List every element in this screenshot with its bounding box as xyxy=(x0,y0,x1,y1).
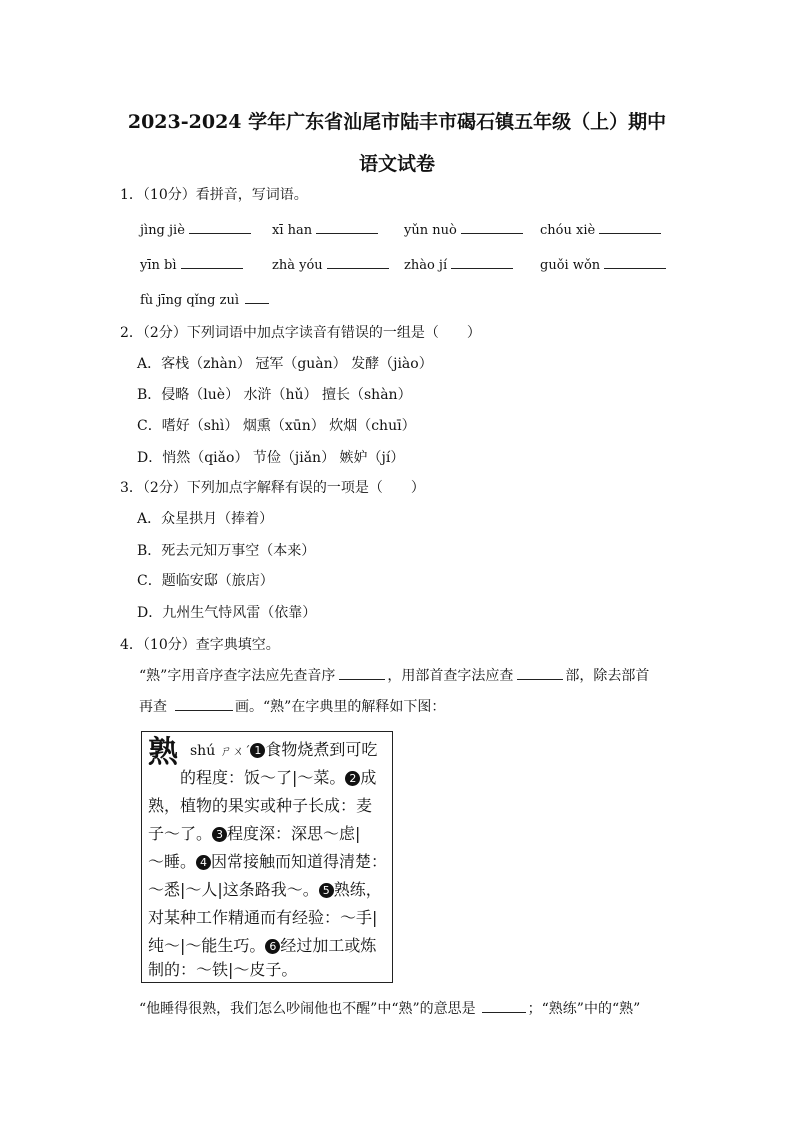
number-3-icon: 3 xyxy=(212,827,227,842)
answer-blank[interactable] xyxy=(316,221,378,234)
dictionary-line-7: 对某种工作精通而有经验：～手| xyxy=(148,908,378,927)
q3-option-d[interactable]: D．九州生气恃风雷（依靠） xyxy=(137,605,317,621)
pinyin: fù jīng qǐng zuì xyxy=(140,293,240,308)
answer-blank[interactable] xyxy=(181,256,243,269)
text: ～睡。 xyxy=(148,852,197,871)
pinyin: yǔn nuò xyxy=(404,223,457,238)
q3-option-b[interactable]: B．死去元知万事空（本来） xyxy=(137,543,316,559)
number-5-icon: 5 xyxy=(319,883,334,898)
pinyin: jìng jiè xyxy=(140,223,185,238)
pinyin: yīn bì xyxy=(140,258,177,273)
text: ～悉|～人|这条路我～。 xyxy=(148,880,319,899)
q2-option-c[interactable]: C．嗜好（shì） 烟熏（xūn） 炊烟（chuī） xyxy=(137,418,416,434)
q4-para-3 xyxy=(139,1000,640,1018)
q1-stem: 1．（10分）看拼音，写词语。 xyxy=(120,187,308,203)
answer-blank[interactable] xyxy=(517,667,563,680)
text: 成 xyxy=(360,768,377,787)
number-1-icon: 1 xyxy=(250,743,265,758)
q1-item-2 xyxy=(272,221,378,240)
q4-para-2 xyxy=(139,698,445,716)
text: 熟练， xyxy=(333,880,382,899)
text: ；“熟练”中的“熟” xyxy=(527,1001,641,1017)
q1-item-8 xyxy=(540,256,666,275)
dictionary-entry-box xyxy=(141,731,393,983)
text: 纯～|～能生巧。 xyxy=(148,936,266,955)
q4-para-1 xyxy=(139,667,649,685)
text: 食物烧煮到可吃 xyxy=(265,740,378,759)
q1-item-7 xyxy=(404,256,513,275)
answer-blank[interactable] xyxy=(482,1000,526,1013)
pinyin: zhào jí xyxy=(404,258,448,273)
answer-blank[interactable] xyxy=(599,221,661,234)
pinyin: guǒi wǒn xyxy=(540,258,601,273)
pinyin: shú xyxy=(190,743,216,759)
q1-item-6 xyxy=(272,256,389,275)
number-6-icon: 6 xyxy=(265,939,280,954)
q1-item-3 xyxy=(404,221,523,240)
text: ，用部首查字法应查 xyxy=(387,668,514,684)
text: 因常接触而知道得清楚： xyxy=(211,852,388,871)
text: “他睡得很熟，我们怎么吵闹他也不醒”中“熟”的意思是 xyxy=(139,1001,476,1017)
q2-stem: 2．（2分）下列词语中加点字读音有错误的一组是（ ） xyxy=(120,325,481,341)
text: 子～了。 xyxy=(148,824,213,843)
answer-blank[interactable] xyxy=(339,667,385,680)
answer-blank[interactable] xyxy=(245,291,269,304)
dictionary-character: 熟 xyxy=(148,735,178,770)
answer-blank[interactable] xyxy=(461,221,523,234)
q2-option-b[interactable]: B．侵略（luè） 水浒（hǔ） 擅长（shàn） xyxy=(137,387,412,403)
answer-blank[interactable] xyxy=(327,256,389,269)
text: 的程度：饭～了|～菜。 xyxy=(180,768,346,787)
dictionary-line-3: 熟，植物的果实或种子长成：麦 xyxy=(148,796,373,815)
q3-option-a[interactable]: A．众星拱月（捧着） xyxy=(137,511,274,527)
text: 部，除去部首 xyxy=(565,668,650,684)
q1-item-4 xyxy=(540,221,661,240)
text: 再查 xyxy=(139,699,167,715)
answer-blank[interactable] xyxy=(175,698,233,711)
q3-option-c[interactable]: C．题临安邸（旅店） xyxy=(137,573,274,589)
answer-blank[interactable] xyxy=(189,221,251,234)
zhuyin: ㄕㄨˊ xyxy=(220,744,251,758)
answer-blank[interactable] xyxy=(604,256,666,269)
text: “熟”字用音序查字法应先查音序 xyxy=(139,668,336,684)
pinyin: zhà yóu xyxy=(272,258,323,273)
dictionary-line-9: 制的：～铁|～皮子。 xyxy=(148,960,298,979)
text: 画。“熟”在字典里的解释如下图： xyxy=(235,699,446,715)
q2-option-d[interactable]: D．悄然（qiǎo） 节俭（jiǎn） 嫉妒（jí） xyxy=(137,450,405,466)
exam-title-line2: 语文试卷 xyxy=(358,153,435,175)
answer-blank[interactable] xyxy=(451,256,513,269)
q1-item-9 xyxy=(140,291,269,310)
q1-item-5 xyxy=(140,256,243,275)
q1-item-1 xyxy=(140,221,251,240)
text: 程度深：深思～虑| xyxy=(227,824,361,843)
exam-title-line1: 2023-2024 学年广东省汕尾市陆丰市碣石镇五年级（上）期中 xyxy=(127,111,667,133)
q3-stem: 3．（2分）下列加点字解释有误的一项是（ ） xyxy=(120,480,425,496)
pinyin: chóu xiè xyxy=(540,223,596,238)
number-2-icon: 2 xyxy=(345,771,360,786)
pinyin: xī han xyxy=(272,223,313,238)
text: 经过加工或炼 xyxy=(280,936,377,955)
number-4-icon: 4 xyxy=(196,855,211,870)
q2-option-a[interactable]: A．客栈（zhàn） 冠军（guàn） 发酵（jiào） xyxy=(137,356,433,372)
q4-stem: 4．（10分）查字典填空。 xyxy=(120,637,280,653)
